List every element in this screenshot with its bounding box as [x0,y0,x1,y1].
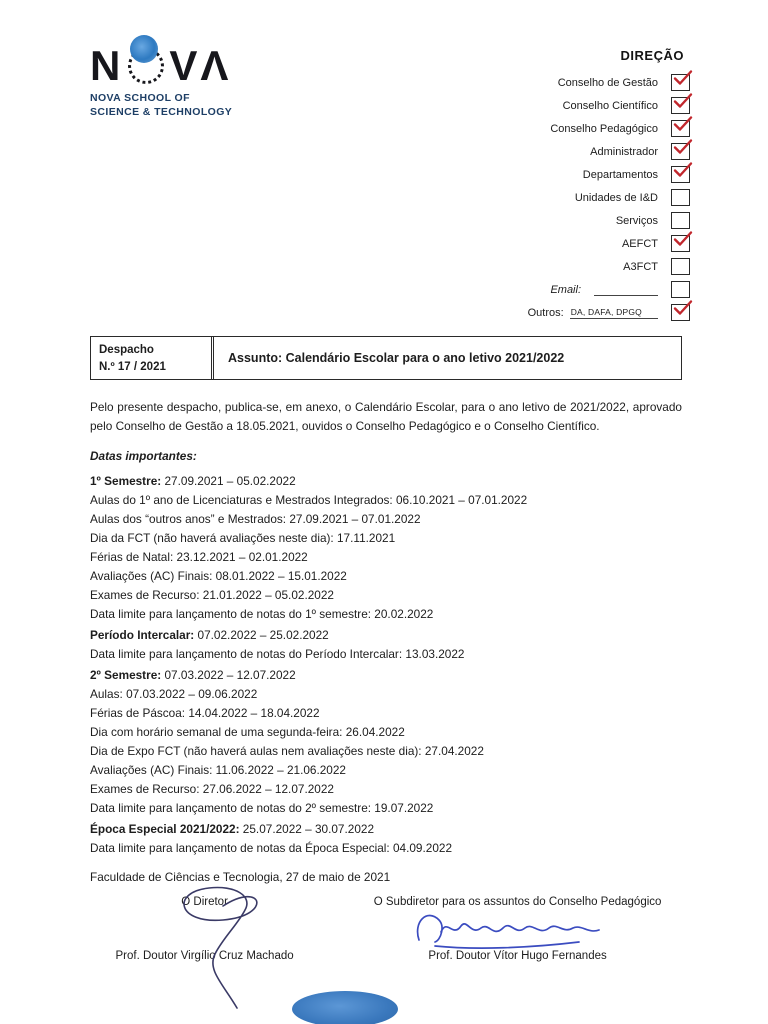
outros-label: Outros: [527,306,564,319]
blue-dot-stamp [292,991,398,1024]
routing-row-email [360,282,690,297]
routing-row-administrador [360,144,690,159]
calendar-line-text: Dia com horário semanal de uma segunda-feira: 26.04.2022 [90,725,405,739]
calendar-line-bold: 1º Semestre: [90,474,162,488]
subdirector-signature-scribble [411,906,626,954]
place-date-line: Faculdade de Ciências e Tecnologia, 27 de maio de 2021 [90,870,391,884]
routing-row-departamentos [360,167,690,182]
email-blank-line [594,284,658,296]
direcao-title: DIREÇÃO [620,48,684,63]
calendar-line-text: 07.03.2022 – 12.07.2022 [161,668,296,682]
calendar-line-text: Férias de Natal: 23.12.2021 – 02.01.2022 [90,550,308,564]
calendar-line-text: Aulas: 07.03.2022 – 09.06.2022 [90,687,258,701]
routing-row-conselho-cientifico [360,98,690,113]
important-dates-heading: Datas importantes: [90,449,197,463]
checkbox [671,235,690,252]
wordmark-letter-v: V [169,42,201,89]
outros-value: DA, DAFA, DPGQ [570,307,658,319]
calendar-line-text: Data limite para lançamento de notas do Período Intercalar: 13.03.2022 [90,647,465,661]
check-icon [672,138,694,155]
calendar-line-text: Dia da FCT (não haverá avaliações neste dia): 17.11.2021 [90,531,396,545]
nova-logo [90,44,320,119]
checkbox [671,258,690,275]
calendar-line-text: 25.07.2022 – 30.07.2022 [239,822,375,836]
calendar-line [90,494,682,507]
signature-director-title: O Diretor [181,896,228,908]
calendar-line [90,726,682,739]
intro-paragraph: Pelo presente despacho, publica-se, em anexo, o Calendário Escolar, para o ano letivo de 2021/2022, aprovado pelo Conselho de Gestão a 18.05.2021, ouvidos o Conselho Pedagógico e o Conselho Científico. [90,400,682,433]
calendar-line [90,707,682,720]
calendar-line-bold: Período Intercalar: [90,628,195,642]
calendar-line-text: Avaliações (AC) Finais: 11.06.2022 – 21.06.2022 [90,763,346,777]
routing-row-conselho-pedagogico [360,121,690,136]
calendar-line [90,823,682,836]
checkbox [671,189,690,206]
despacho-word: Despacho [99,344,154,356]
calendar-line-bold: 2º Semestre: [90,668,162,682]
check-icon [672,161,694,178]
checkbox [671,212,690,229]
calendar-line [90,783,682,796]
checkbox [671,97,690,114]
calendar-line [90,570,682,583]
signature-director-name: Prof. Doutor Virgílio Cruz Machado [115,950,294,962]
calendar-line-text: Data limite para lançamento de notas do 2º semestre: 19.07.2022 [90,801,434,815]
signatures-block [90,896,682,963]
routing-row-servicos [360,213,690,228]
calendar-line [90,745,682,758]
checkbox [671,143,690,160]
check-icon [672,299,694,316]
routing-label: AEFCT [621,237,658,250]
calendar-line-text: Data limite para lançamento de notas do 1º semestre: 20.02.2022 [90,607,434,621]
calendar-line [90,688,682,701]
despacho-number: N.º 17 / 2021 [99,360,166,373]
calendar-line-text: 27.09.2021 – 05.02.2022 [161,474,296,488]
calendar-line-text: Data limite para lançamento de notas da Época Especial: 04.09.2022 [90,841,453,855]
calendar-line-text: Dia de Expo FCT (não haverá aulas nem avaliações neste dia): 27.04.2022 [90,744,484,758]
calendar-line [90,513,682,526]
checkbox [671,304,690,321]
checkbox [671,74,690,91]
routing-label: Unidades de I&D [574,191,658,204]
nova-wordmark [90,44,320,88]
routing-label: Conselho de Gestão [557,76,658,89]
calendar-line-text: Aulas dos “outros anos” e Mestrados: 27.09.2021 – 07.01.2022 [90,512,421,526]
routing-row-unidades-id [360,190,690,205]
calendar-line-text: Aulas do 1º ano de Licenciaturas e Mestrados Integrados: 06.10.2021 – 07.01.2022 [90,493,528,507]
routing-label: Serviços [615,214,658,227]
routing-row-aefct [360,236,690,251]
signature-subdirector-title: O Subdiretor para os assuntos do Conselho Pedagógico [373,896,662,908]
wordmark-letter-n: N [90,42,124,89]
routing-label: Departamentos [582,168,658,181]
email-label: Email: [550,283,581,296]
check-icon [672,92,694,109]
signature-subdirector [353,896,682,963]
calendar-line [90,648,682,661]
calendar-line [90,842,682,855]
signature-director [90,896,319,963]
document-body [90,336,682,963]
calendar-line [90,475,682,488]
routing-label: A3FCT [623,260,658,273]
calendar-line-bold: Época Especial 2021/2022: [90,822,240,836]
calendar-line-text: Avaliações (AC) Finais: 08.01.2022 – 15.01.2022 [90,569,347,583]
logo-subtitle [90,91,320,119]
logo-blue-dot [130,35,158,63]
routing-row-conselho-gestao [360,75,690,90]
check-icon [672,230,694,247]
calendar-line-text: Férias de Páscoa: 14.04.2022 – 18.04.2022 [90,706,320,720]
calendar-line [90,669,682,682]
routing-checklist [360,48,690,328]
routing-label: Conselho Pedagógico [550,122,658,135]
despacho-number-cell [91,337,214,379]
despacho-header-box [90,336,682,380]
calendar-line [90,802,682,815]
calendar-line [90,532,682,545]
logo-subtitle-line1: NOVA SCHOOL OF [90,92,190,104]
calendar-line [90,608,682,621]
calendar-line [90,629,682,642]
calendar-line-text: Exames de Recurso: 21.01.2022 – 05.02.2022 [90,588,334,602]
checkbox [671,166,690,183]
checkbox [671,120,690,137]
check-icon [672,69,694,86]
routing-row-a3fct [360,259,690,274]
calendar-line [90,551,682,564]
routing-label: Conselho Científico [562,99,658,112]
check-icon [672,115,694,132]
calendar-line [90,764,682,777]
calendar-line [90,589,682,602]
signature-subdirector-name: Prof. Doutor Vítor Hugo Fernandes [428,950,607,962]
routing-label: Administrador [590,145,658,158]
routing-row-outros [360,305,690,320]
wordmark-letter-a: Λ [200,42,232,89]
despacho-subject: Assunto: Calendário Escolar para o ano letivo 2021/2022 [228,351,565,365]
logo-subtitle-line2: SCIENCE & TECHNOLOGY [90,106,233,119]
calendar-line-text: Exames de Recurso: 27.06.2022 – 12.07.2022 [90,782,334,796]
checkbox [671,281,690,298]
calendar-line-text: 07.02.2022 – 25.02.2022 [194,628,329,642]
